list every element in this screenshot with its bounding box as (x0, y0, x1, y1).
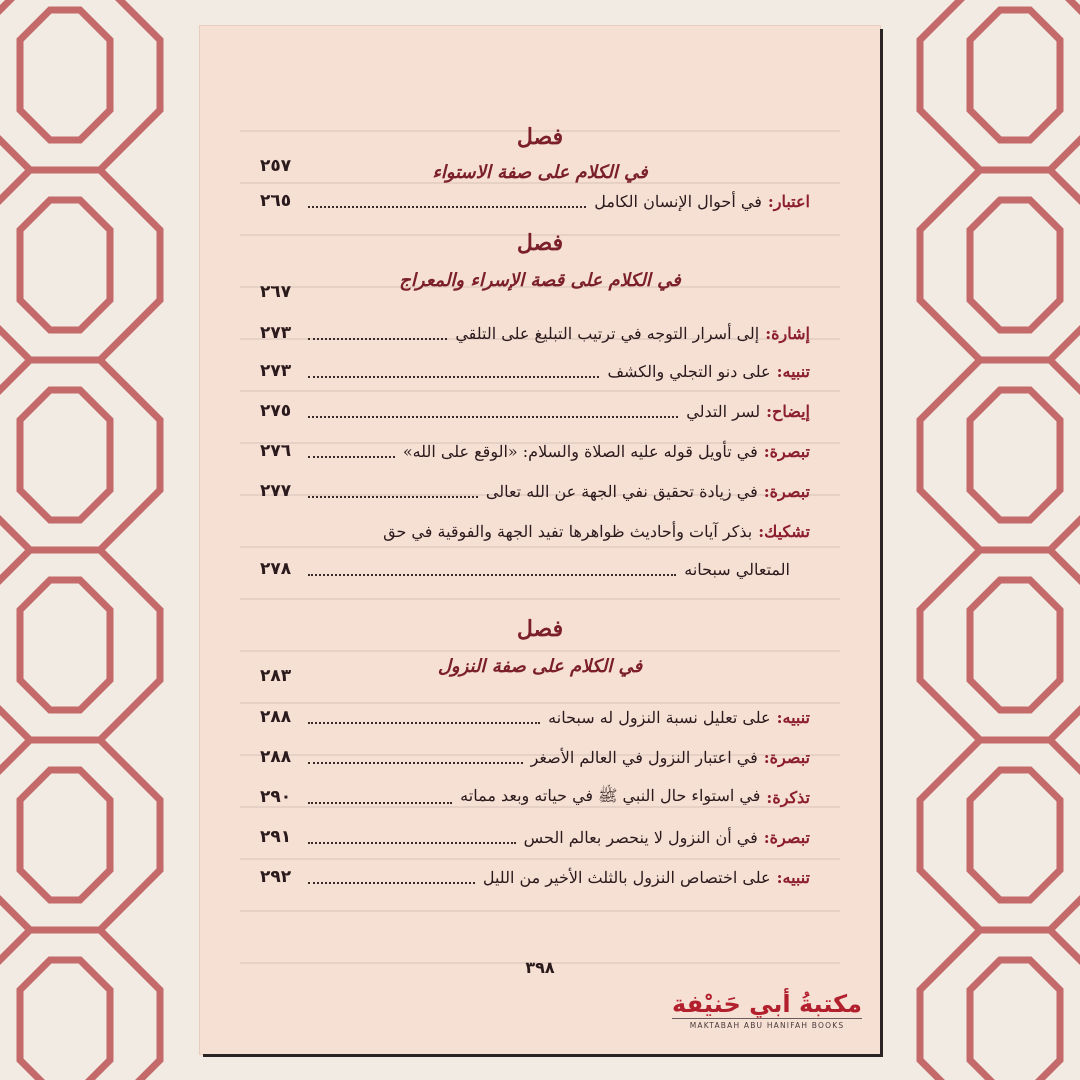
publisher-logo (672, 990, 862, 1030)
publisher-name-english: MAKTABAH ABU HANIFAH BOOKS (672, 1018, 862, 1030)
entry-page: ٢٧٨ (260, 559, 292, 579)
book-page (200, 26, 880, 1054)
toc-entry: تنبيه : على اختصاص النزول بالثلث الأخير من الليل ٢٩٢ (260, 867, 810, 887)
leader-dots (308, 496, 478, 498)
section-3-title: في الكلام على صفة النزول (437, 656, 643, 677)
entry-keyword: تنبيه (782, 707, 810, 727)
section-2-page: ٢٦٧ (260, 282, 292, 302)
entry-keyword: تشكيك (764, 521, 810, 541)
section-2-title: في الكلام على قصة الإسراء والمعراج (399, 270, 681, 291)
entry-keyword: تنبيه (782, 361, 810, 381)
toc-entry: تنبيه : على تعليل نسبة النزول له سبحانه ٢٨٨ (260, 707, 810, 727)
toc-entry: تذكرة : في استواء حال النبي ﷺ في حياته وبعد مماته ٢٩٠ (260, 785, 810, 807)
entry-text: في تأويل قوله عليه الصلاة والسلام: «الوقع على الله» (402, 441, 758, 461)
leader-dots (308, 338, 447, 340)
entry-keyword: تبصرة (769, 747, 810, 767)
toc-entry: تبصرة : في اعتبار النزول في العالم الأصغر ٢٨٨ (260, 747, 810, 767)
entry-text: على دنو التجلي والكشف (607, 361, 771, 381)
page-number: ٣٩٨ (525, 958, 555, 977)
toc-entry: تشكيك : بذكر آيات وأحاديث ظواهرها تفيد الجهة والفوقية في حق (383, 521, 810, 541)
section-2-heading: فصل (516, 230, 564, 256)
entry-keyword: تبصرة (769, 441, 810, 461)
entry-text: في استواء حال النبي ﷺ في حياته وبعد مماته (460, 785, 761, 805)
entry-page: ٢٦٥ (260, 191, 292, 211)
right-lattice-pattern (910, 0, 1080, 1080)
entry-text: في زيادة تحقيق نفي الجهة عن الله تعالى (485, 481, 758, 501)
section-1-heading: فصل (516, 124, 564, 150)
entry-page: ٢٧٦ (260, 441, 292, 461)
publisher-name-arabic: مكتبةُ أبي حَنيْفة (672, 990, 862, 1018)
entry-page: ٢٨٨ (260, 747, 292, 767)
entry-keyword: تنبيه (782, 867, 810, 887)
entry-text: في أحوال الإنسان الكامل (594, 191, 762, 211)
entry-page: ٢٧٣ (260, 361, 292, 381)
toc-entry: تبصرة : في أن النزول لا ينحصر بعالم الحس ٢٩١ (260, 827, 810, 847)
toc-entry: إشارة : إلى أسرار التوجه في ترتيب التبليغ على التلقي ٢٧٣ (260, 323, 810, 343)
left-lattice-pattern (0, 0, 170, 1080)
entry-text: في اعتبار النزول في العالم الأصغر (530, 747, 758, 767)
entry-page: ٢٧٧ (260, 481, 292, 501)
entry-page: ٢٨٨ (260, 707, 292, 727)
entry-page: ٢٩٢ (260, 867, 292, 887)
leader-dots (308, 882, 475, 884)
leader-dots (308, 456, 395, 458)
toc-entry: إيضاح : لسر التدلي ٢٧٥ (260, 401, 810, 421)
section-1-page: ٢٥٧ (260, 156, 292, 176)
entry-page: ٢٩١ (260, 827, 292, 847)
toc-entry: تبصرة : في تأويل قوله عليه الصلاة والسلام: «الوقع على الله» ٢٧٦ (260, 441, 810, 461)
leader-dots (308, 574, 676, 576)
entry-text: لسر التدلي (686, 401, 761, 421)
toc-entry-continuation (260, 554, 810, 584)
section-3-page: ٢٨٣ (260, 666, 292, 686)
entry-keyword: اعتبار (773, 191, 810, 211)
entry-keyword: تبصرة (769, 481, 810, 501)
entry-page: ٢٧٥ (260, 401, 292, 421)
leader-dots (308, 842, 516, 844)
leader-dots (308, 376, 599, 378)
entry-page: ٢٩٠ (260, 787, 292, 807)
entry-text: على تعليل نسبة النزول له سبحانه (548, 707, 771, 727)
leader-dots (308, 802, 452, 804)
leader-dots (308, 206, 586, 208)
toc-entry: اعتبار : في أحوال الإنسان الكامل ٢٦٥ (260, 191, 810, 211)
leader-dots (308, 762, 523, 764)
section-1-title: في الكلام على صفة الاستواء (432, 162, 648, 183)
entry-text: في أن النزول لا ينحصر بعالم الحس (523, 827, 758, 847)
section-3-heading: فصل (516, 616, 564, 642)
entry-keyword: تذكرة (772, 787, 810, 807)
leader-dots (308, 416, 678, 418)
entry-page: ٢٧٣ (260, 323, 292, 343)
toc-entry: تبصرة : في زيادة تحقيق نفي الجهة عن الله تعالى ٢٧٧ (260, 481, 810, 501)
entry-text: إلى أسرار التوجه في ترتيب التبليغ على التلقي (455, 323, 760, 343)
entry-text: على اختصاص النزول بالثلث الأخير من الليل (482, 867, 771, 887)
entry-keyword: إيضاح (772, 401, 810, 421)
entry-continuation-text: المتعالي سبحانه (684, 559, 790, 579)
entry-text: بذكر آيات وأحاديث ظواهرها تفيد الجهة والفوقية في حق (383, 521, 753, 541)
toc-entry: تنبيه : على دنو التجلي والكشف ٢٧٣ (260, 361, 810, 381)
entry-keyword: تبصرة (769, 827, 810, 847)
entry-keyword: إشارة (771, 323, 810, 343)
leader-dots (308, 722, 540, 724)
